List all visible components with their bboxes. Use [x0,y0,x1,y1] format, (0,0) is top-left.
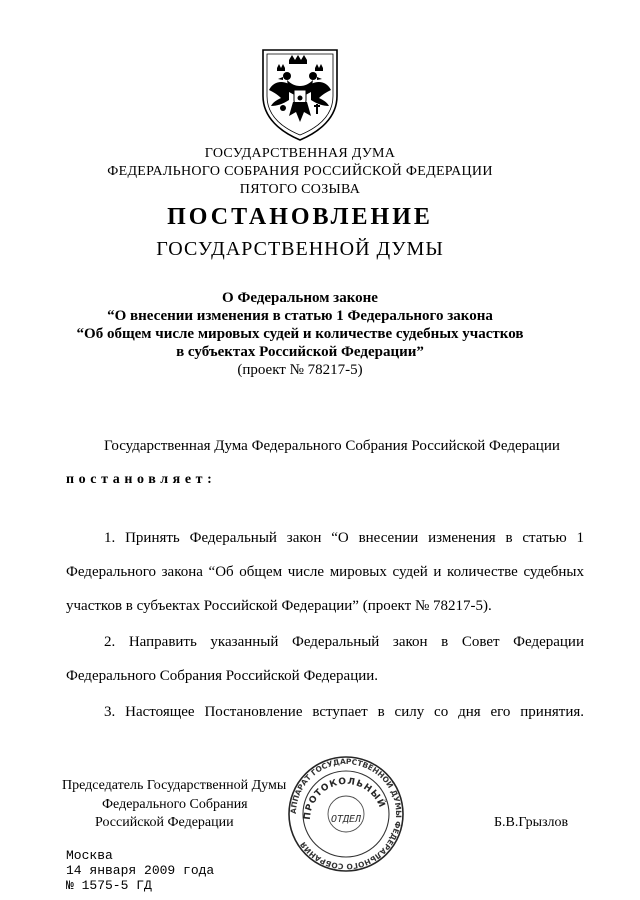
protocol-stamp [286,754,406,874]
law-title-line-3: “Об общем числе мировых судей и количестве судебных участков [76,326,524,342]
coat-of-arms-emblem [259,46,341,142]
item-1-line-3: участков в субъектах Российской Федерации” (проект № 78217-5). [66,598,492,614]
decree-word: постановляет: [66,472,217,487]
item-1-line-2: Федерального закона “Об общем числе мировых судей и количестве судебных [66,564,584,580]
document-title: ПОСТАНОВЛЕНИЕ [167,204,433,230]
item-3-line-1: 3. Настоящее Постановление вступает в силу со дня его принятия. [104,704,584,720]
signature-line-3: Российской Федерации [95,815,234,830]
header-line-2: ФЕДЕРАЛЬНОГО СОБРАНИЯ РОССИЙСКОЙ ФЕДЕРАЦИИ [107,164,493,179]
header-line-1: ГОСУДАРСТВЕННАЯ ДУМА [204,146,396,161]
item-1-line-1: 1. Принять Федеральный закон “О внесении изменения в статью 1 [104,530,584,546]
law-title-line-4: в субъектах Российской Федерации” [176,344,424,360]
stamp-center-text: ОТДЕЛ [330,814,362,825]
date: 14 января 2009 года [66,863,215,878]
signature-line-1: Председатель Государственной Думы [62,778,287,793]
project-number: (проект № 78217-5) [237,362,363,378]
item-2-line-1: 2. Направить указанный Федеральный закон в Совет Федерации [104,634,584,650]
signature-line-2: Федерального Собрания [102,797,248,812]
law-title-line-2: “О внесении изменения в статью 1 Федерального закона [107,308,493,324]
preamble: Государственная Дума Федерального Собрания Российской Федерации [104,438,560,454]
header-line-3: ПЯТОГО СОЗЫВА [239,182,361,197]
document-subtitle: ГОСУДАРСТВЕННОЙ ДУМЫ [156,238,444,260]
signatory-name: Б.В.Грызлов [494,815,569,830]
place: Москва [66,848,113,863]
document-number: № 1575-5 ГД [66,878,152,893]
stamp-outer-text: АППАРАТ ГОСУДАРСТВЕННОЙ ДУМЫ ФЕДЕРАЛЬНОГО СОБРАНИЯ [288,756,404,872]
stamp-middle-text: ПРОТОКОЛЬНЫЙ [302,776,387,821]
law-title-line-1: О Федеральном законе [222,290,378,306]
item-2-line-2: Федерального Собрания Российской Федерации. [66,668,379,684]
